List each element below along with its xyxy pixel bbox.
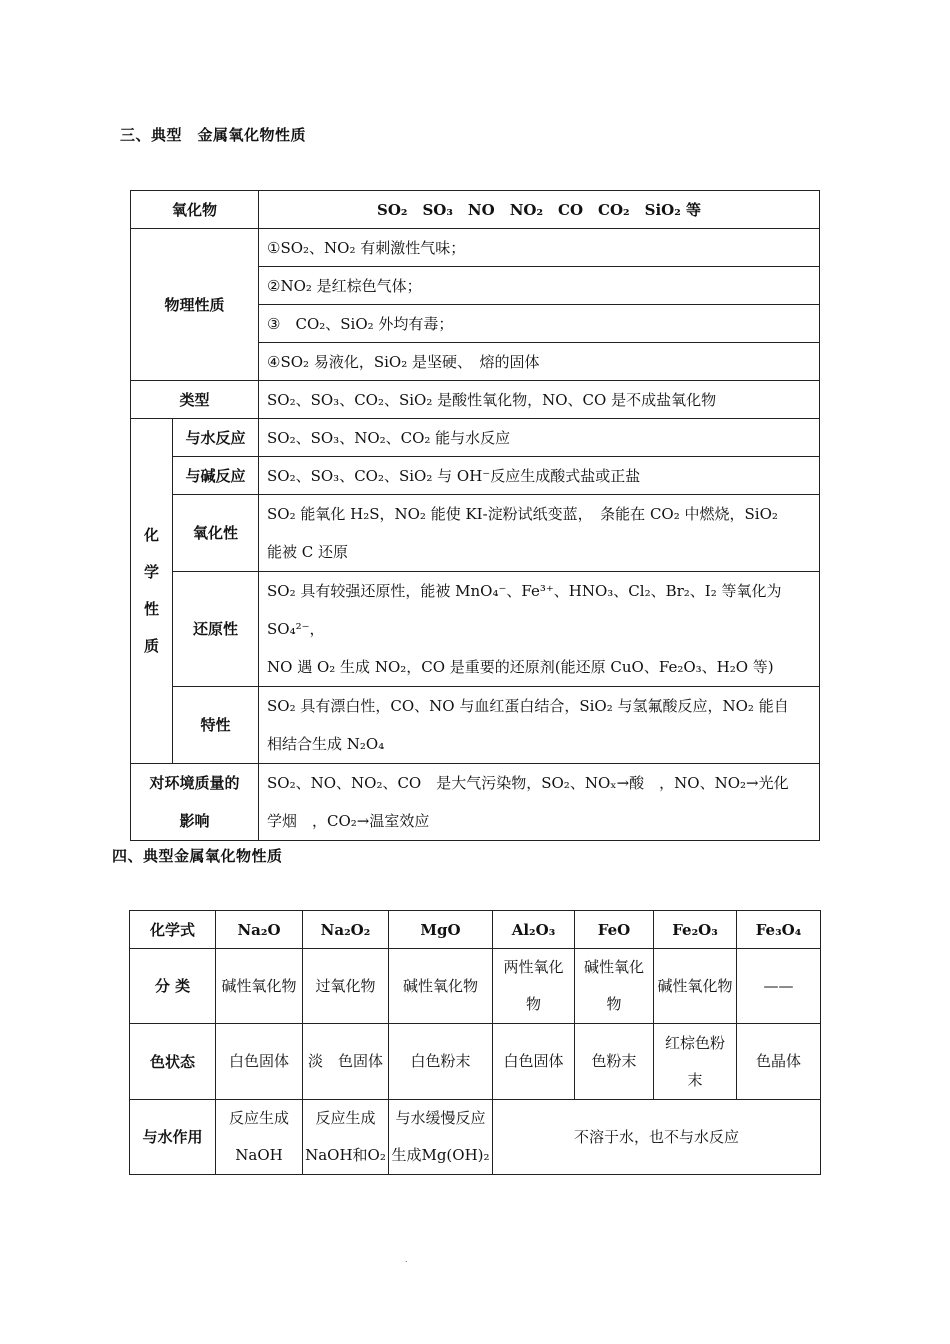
special-label: 特性 [173,687,259,764]
class-feo: 碱性氧化 物 [575,949,654,1024]
oxidizing-label: 氧化性 [173,495,259,572]
environment-text: SO₂、NO、NO₂、CO 是大气污染物，SO₂、NOₓ→酸 ，NO、NO₂→光化 学烟 ，CO₂→温室效应 [259,764,820,841]
formula-na2o2: Na₂O₂ [303,911,389,949]
class-na2o2: 过氧化物 [303,949,389,1024]
water-reaction-text: SO₂、SO₃、NO₂、CO₂ 能与水反应 [259,419,820,457]
metal-oxides-table [129,910,821,1175]
color-fe3o4: 色晶体 [737,1024,821,1100]
class-na2o: 碱性氧化物 [216,949,303,1024]
base-reaction-label: 与碱反应 [173,457,259,495]
formula-mgo: MgO [389,911,493,949]
class-label: 分 类 [130,949,216,1024]
water-reaction-label: 与水反应 [173,419,259,457]
oxidizing-text: SO₂ 能氧化 H₂S，NO₂ 能使 KI-淀粉试纸变蓝， 条能在 CO₂ 中燃烧，SiO₂ 能被 C 还原 [259,495,820,572]
color-label: 色状态 [130,1024,216,1100]
footer-mark: . [405,1255,408,1264]
base-reaction-text: SO₂、SO₃、CO₂、SiO₂ 与 OH⁻反应生成酸式盐或正盐 [259,457,820,495]
reducing-label: 还原性 [173,572,259,687]
color-na2o2: 淡 色固体 [303,1024,389,1100]
formula-na2o: Na₂O [216,911,303,949]
type-text: SO₂、SO₃、CO₂、SiO₂ 是酸性氧化物，NO、CO 是不成盐氧化物 [259,381,820,419]
chemical-label: 化 学 性 质 [131,419,173,764]
environment-label: 对环境质量的 影响 [131,764,259,841]
water-label: 与水作用 [130,1100,216,1175]
water-others: 不溶于水，也不与水反应 [493,1100,821,1175]
class-fe2o3: 碱性氧化物 [654,949,737,1024]
formula-fe3o4: Fe₃O₄ [737,911,821,949]
formula-fe2o3: Fe₂O₃ [654,911,737,949]
color-feo: 色粉末 [575,1024,654,1100]
physical-row-1: ①SO₂、NO₂ 有刺激性气味； [259,229,820,267]
water-mgo: 与水缓慢反应 生成Mg(OH)₂ [389,1100,493,1175]
type-label: 类型 [131,381,259,419]
class-mgo: 碱性氧化物 [389,949,493,1024]
oxides-list-header: SO₂ SO₃ NO NO₂ CO CO₂ SiO₂ 等 [259,191,820,229]
section4-heading: 四、典型金属氧化物性质 [112,847,283,865]
color-na2o: 白色固体 [216,1024,303,1100]
section3-heading: 三、典型 金属氧化物性质 [120,126,307,144]
water-na2o2: 反应生成 NaOH和O₂ [303,1100,389,1175]
color-mgo: 白色粉末 [389,1024,493,1100]
class-fe3o4: —— [737,949,821,1024]
class-al2o3: 两性氧化 物 [493,949,575,1024]
formula-al2o3: Al₂O₃ [493,911,575,949]
color-al2o3: 白色固体 [493,1024,575,1100]
formula-header: 化学式 [130,911,216,949]
special-text: SO₂ 具有漂白性，CO、NO 与血红蛋白结合，SiO₂ 与氢氟酸反应，NO₂ 能自 相结合生成 N₂O₄ [259,687,820,764]
physical-row-4: ④SO₂ 易液化，SiO₂ 是坚硬、 熔的固体 [259,343,820,381]
formula-feo: FeO [575,911,654,949]
oxide-column-header: 氧化物 [131,191,259,229]
reducing-text: SO₂ 具有较强还原性，能被 MnO₄⁻、Fe³⁺、HNO₃、Cl₂、Br₂、I₂ 等氧化为 SO₄²⁻， NO 遇 O₂ 生成 NO₂，CO 是重要的还原剂(能还原 CuO、Fe₂O₃、H₂O 等) [259,572,820,687]
physical-label: 物理性质 [131,229,259,381]
oxides-table [130,190,820,841]
physical-row-3: ③ CO₂、SiO₂ 外均有毒； [259,305,820,343]
physical-row-2: ②NO₂ 是红棕色气体； [259,267,820,305]
water-na2o: 反应生成 NaOH [216,1100,303,1175]
color-fe2o3: 红棕色粉 末 [654,1024,737,1100]
